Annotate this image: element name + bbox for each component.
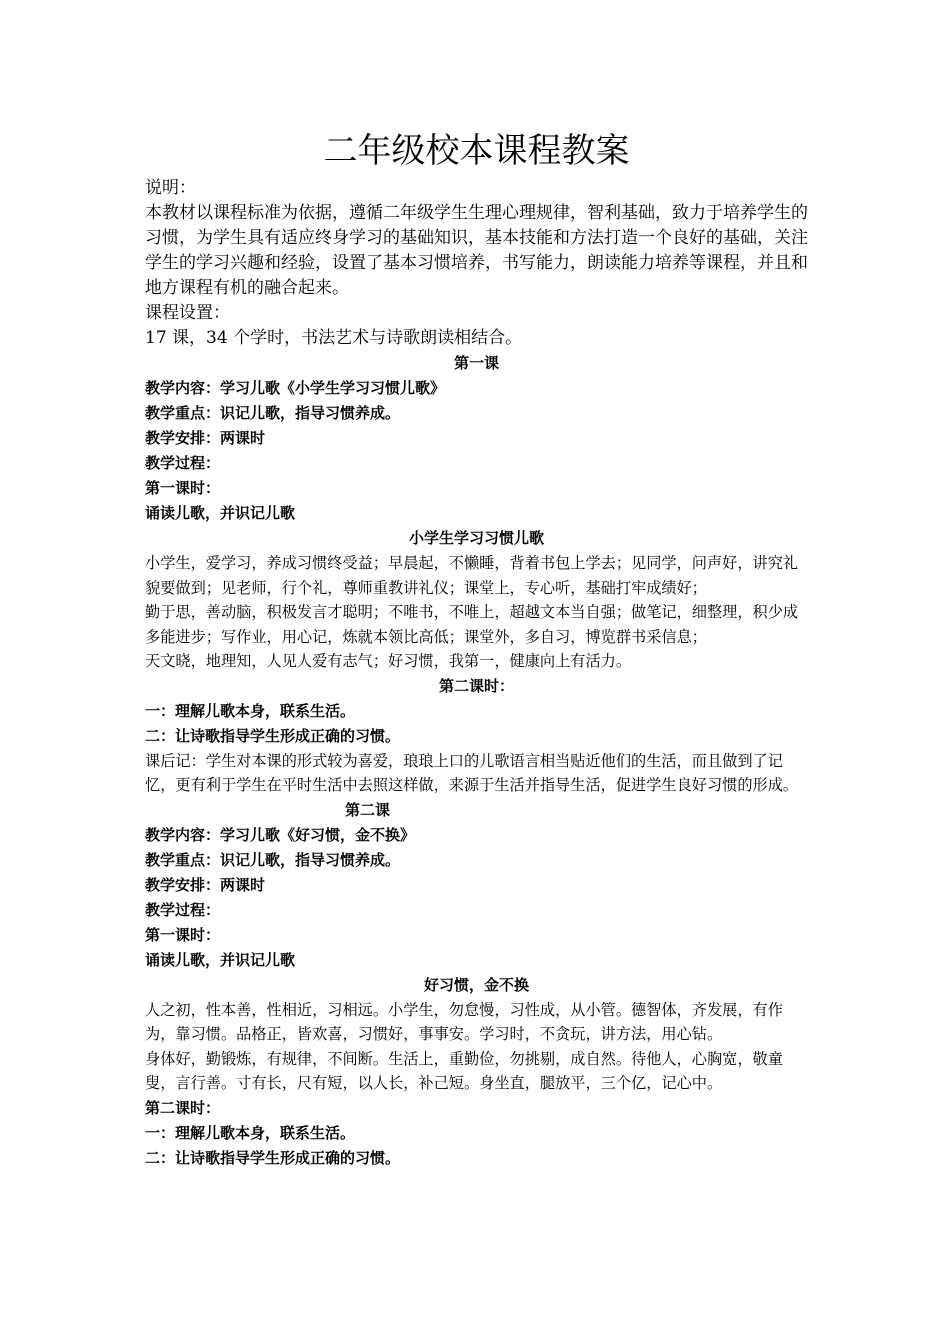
setup-label: 课程设置： — [145, 303, 230, 323]
lesson1-goal1: 一：理解儿歌本身，联系生活。 — [145, 701, 356, 720]
lesson2-focus: 教学重点：识记儿歌，指导习惯养成。 — [145, 850, 401, 869]
document-page — [145, 126, 808, 1171]
lesson1-song-line: 天文晓，地理知，人见人爱有志气；好习惯，我第一，健康向上有活力。 — [145, 652, 631, 670]
lesson1-process: 教学过程： — [145, 454, 221, 472]
lesson2-arrangement: 教学安排：两课时 — [145, 875, 266, 894]
lesson1-focus: 教学重点：识记儿歌，指导习惯养成。 — [145, 404, 401, 422]
lesson1-period1: 第一课时： — [145, 479, 221, 497]
lesson2-goal1: 一：理解儿歌本身，联系生活。 — [145, 1123, 356, 1142]
intro-label: 说明： — [145, 178, 196, 198]
lesson2-heading: 第二课 — [345, 800, 391, 819]
document-title: 二年级校本课程教案 — [323, 131, 630, 171]
lesson1-heading: 第一课 — [453, 354, 499, 372]
lesson2-period2: 第二课时： — [145, 1098, 221, 1117]
lesson1-goal2: 二：让诗歌指导学生形成正确的习惯。 — [145, 726, 401, 745]
lesson2-song-title: 好习惯，金不换 — [423, 975, 529, 994]
lesson1-period2: 第二课时： — [438, 676, 514, 695]
setup-text: 17 课，34 个学时，书法艺术与诗歌朗读相结合。 — [145, 328, 523, 348]
lesson2-goal2: 二：让诗歌指导学生形成正确的习惯。 — [145, 1148, 401, 1167]
lesson2-period1: 第一课时： — [145, 925, 221, 944]
lesson1-song-line: 小学生，爱学习，养成习惯终受益；早晨起，不懒睡，背着书包上学去；见同学，问声好，讲究礼貌要做到；见老师，行个礼，尊师重教讲礼仪；课堂上，专心听，基础打牢成绩好； — [145, 554, 799, 597]
lesson2-period1-task: 诵读儿歌，并识记儿歌 — [145, 950, 296, 969]
lesson1-song-line: 勤于思，善动脑，积极发言才聪明；不唯书，不唯上，超越文本当自强；做笔记，细整理，积少成多能进步；写作业，用心记，炼就本领比高低；课堂外，多自习，博览群书采信息； — [145, 603, 799, 646]
lesson1-notes: 课后记：学生对本课的形式较为喜爱，琅琅上口的儿歌语言相当贴近他们的生活，而且做到了记忆，更有利于学生在平时生活中去照这样做，来源于生活并指导生活，促进学生良好习惯的形成。 — [145, 751, 799, 794]
lesson1-song-title: 小学生学习习惯儿歌 — [408, 529, 544, 547]
lesson2-process: 教学过程： — [145, 900, 221, 919]
lesson1-period1-task: 诵读儿歌，并识记儿歌 — [145, 504, 296, 522]
lesson2-content: 教学内容：学习儿歌《好习惯，金不换》 — [145, 825, 416, 844]
intro-text: 本教材以课程标准为依据，遵循二年级学生生理心理规律，智利基础，致力于培养学生的习惯，为学生具有适应终身学习的基础知识，基本技能和方法打造一个良好的基础，关注学生的学习兴趣和经验，设置了基本习惯培养，书写能力，朗读能力培养等课程，并且和地方课程有机的融合起来。 — [145, 203, 808, 298]
lesson1-arrangement: 教学安排：两课时 — [145, 429, 266, 447]
lesson2-song-line: 身体好，勤锻炼，有规律，不间断。生活上，重勤俭，勿挑剔，成自然。待他人，心胸宽，敬童叟，言行善。寸有长，尺有短，以人长，补己短。身坐直，腿放平，三个亿，记心中。 — [145, 1049, 783, 1092]
lesson2-song-line: 人之初，性本善，性相近，习相远。小学生，勿怠慢，习性成，从小管。德智体，齐发展，有作为，靠习惯。品格正，皆欢喜，习惯好，事事安。学习时，不贪玩，讲方法，用心钻。 — [145, 1000, 783, 1043]
lesson1-content: 教学内容：学习儿歌《小学生学习习惯儿歌》 — [145, 379, 446, 397]
